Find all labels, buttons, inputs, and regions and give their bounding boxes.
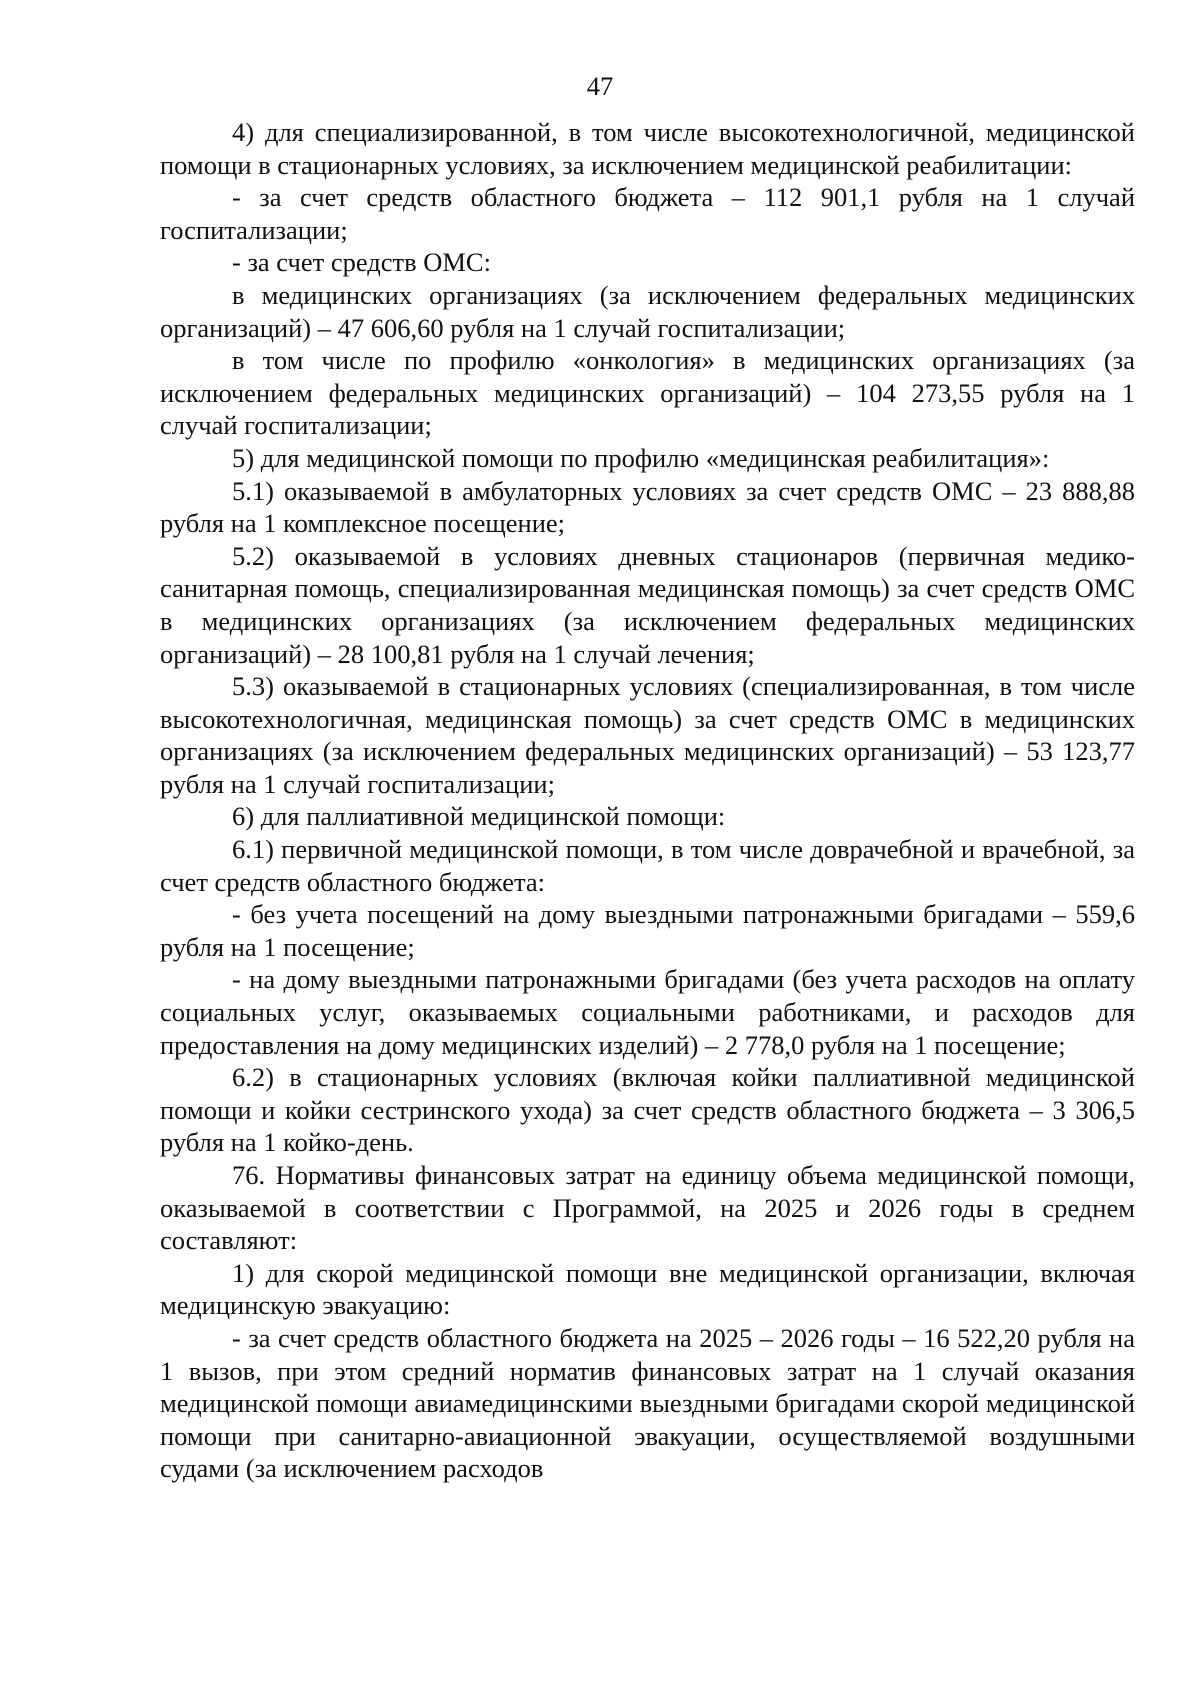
paragraph-item-76: 76. Нормативы финансовых затрат на единицу объема медицинской помощи, оказываемой в соответствии с Программой, на 2025 и 2026 годы в среднем составляют: [160, 1160, 1135, 1256]
paragraph-oncology-profile: в том числе по профилю «онкология» в медицинских организациях (за исключением федеральных медицинских организаций) – 104 273,55 рубля на 1 случай госпитализации; [160, 345, 1135, 441]
paragraph-item-5-3: 5.3) оказываемой в стационарных условиях (специализированная, в том числе высокотехнологичная, медицинская помощь) за счет средств ОМС в медицинских организациях (за исключением федеральных медицинских организаций) – 53 123,77 рубля на 1 случай госпитализации; [160, 671, 1135, 799]
document-body [160, 116, 1135, 1485]
paragraph-item-6-1: 6.1) первичной медицинской помощи, в том числе доврачебной и врачебной, за счет средств областного бюджета: [160, 834, 1135, 897]
paragraph-item-5: 5) для медицинской помощи по профилю «медицинская реабилитация»: [232, 442, 1050, 473]
paragraph-item-4: 4) для специализированной, в том числе высокотехнологичной, медицинской помощи в стационарных условиях, за исключением медицинской реабилитации: [160, 117, 1135, 180]
paragraph-ambulance-regional-budget: - за счет средств областного бюджета на 2025 – 2026 годы – 16 522,20 рубля на 1 вызов, при этом средний норматив финансовых затрат на 1 случай оказания медицинской помощи авиамедицинскими выездными бригадами скорой медицинской помощи при санитарно-авиационной эвакуации, осуществляемой воздушными судами (за исключением расходов [160, 1322, 1135, 1484]
paragraph-oms-heading: - за счет средств ОМС: [232, 247, 491, 278]
paragraph-item-76-1: 1) для скорой медицинской помощи вне медицинской организации, включая медицинскую эвакуацию: [160, 1257, 1135, 1321]
paragraph-item-6-2: 6.2) в стационарных условиях (включая койки паллиативной медицинской помощи и койки сестринского ухода) за счет средств областного бюджета – 3 306,5 рубля на 1 койко-день. [160, 1062, 1135, 1158]
paragraph-without-home-visits: - без учета посещений на дому выездными патронажными бригадами – 559,6 рубля на 1 посещение; [160, 899, 1135, 962]
paragraph-regional-budget-hospitalization: - за счет средств областного бюджета – 112 901,1 рубля на 1 случай госпитализации; [160, 182, 1135, 245]
paragraph-item-6: 6) для паллиативной медицинской помощи: [232, 801, 726, 832]
paragraph-oms-medical-organizations: в медицинских организациях (за исключением федеральных медицинских организаций) – 47 606,60 рубля на 1 случай госпитализации; [160, 279, 1135, 343]
page-number: 47 [586, 71, 614, 101]
paragraph-home-visits: - на дому выездными патронажными бригадами (без учета расходов на оплату социальных услуг, оказываемых социальными работниками, и расходов для предоставления на дому медицинских изделий) – 2 778,0 рубля на 1 посещение; [160, 964, 1135, 1060]
paragraph-item-5-1: 5.1) оказываемой в амбулаторных условиях за счет средств ОМС – 23 888,88 рубля на 1 комплексное посещение; [160, 475, 1135, 539]
paragraph-item-5-2: 5.2) оказываемой в условиях дневных стационаров (первичная медико-санитарная помощь, специализированная медицинская помощь) за счет средств ОМС в медицинских организациях (за исключением федеральных медицинских организаций) – 28 100,81 рубля на 1 случай лечения; [160, 540, 1135, 669]
